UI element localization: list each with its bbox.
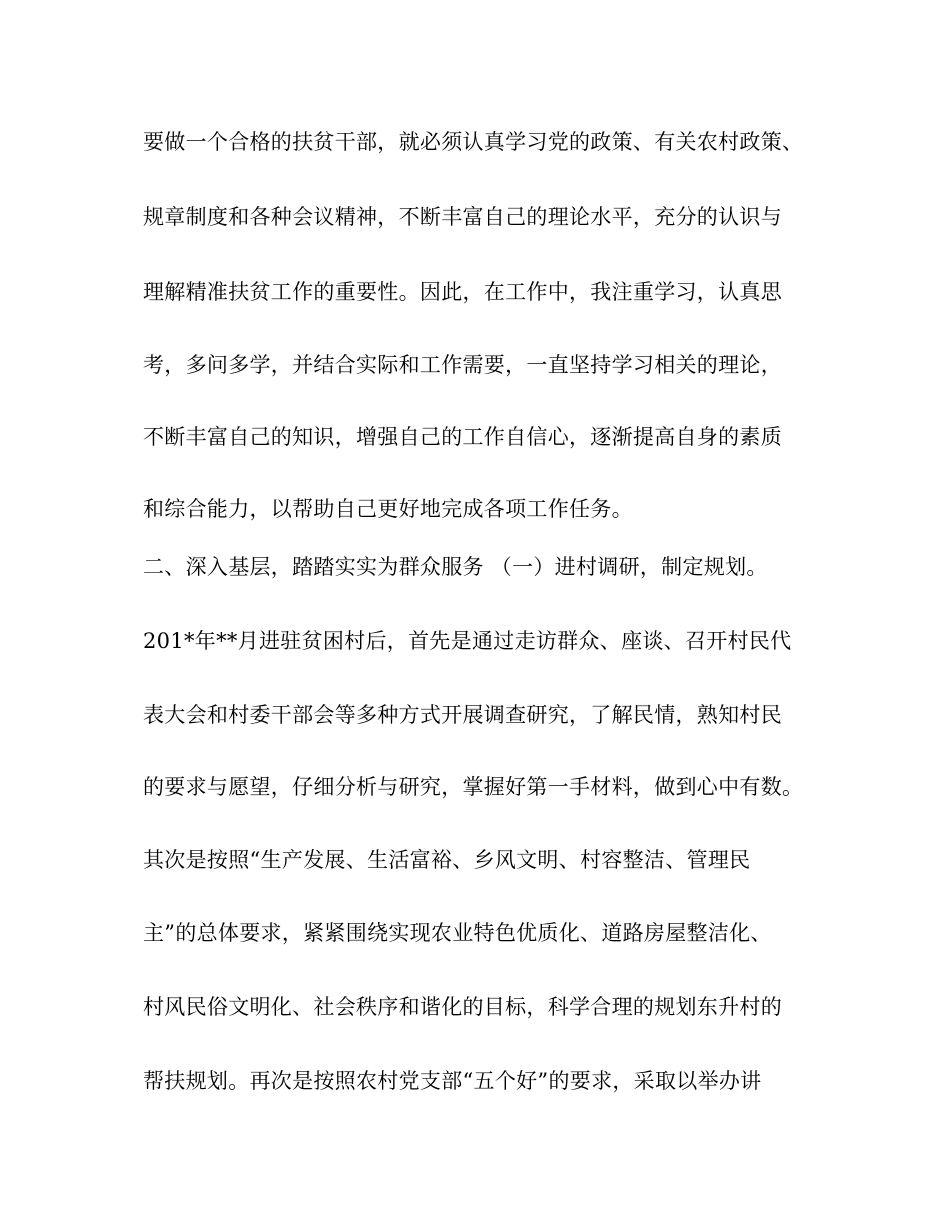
text-line: 规章制度和各种会议精神，不断丰富自己的理论水平，充分的认识与 [143,205,782,229]
text-line: 不断丰富自己的知识，增强自己的工作自信心，逐渐提高自身的素质 [143,425,782,449]
text-line: 主”的总体要求，紧紧围绕实现农业特色优质化、道路房屋整洁化、 [143,921,772,945]
text-line: 理解精准扶贫工作的重要性。因此，在工作中，我注重学习，认真思 [143,280,782,304]
text-line: 和综合能力，以帮助自己更好地完成各项工作任务。 [143,497,633,521]
text-line: 要做一个合格的扶贫干部，就必须认真学习党的政策、有关农村政策、 [143,130,804,154]
text-line: 帮扶规划。再次是按照农村党支部“五个好”的要求，采取以举办讲 [143,1069,762,1093]
text-line: 村风民俗文明化、社会秩序和谐化的目标，科学合理的规划东升村的 [143,995,782,1019]
text-line: 201*年**月进驻贫困村后，首先是通过走访群众、座谈、召开村民代 [143,629,792,653]
text-line: 考，多问多学，并结合实际和工作需要，一直坚持学习相关的理论， [143,353,782,377]
text-line: 的要求与愿望，仔细分析与研究，掌握好第一手材料，做到心中有数。 [143,775,804,799]
text-line: 表大会和村委干部会等多种方式开展调查研究，了解民情，熟知村民 [143,703,782,727]
section-heading-line: 二、深入基层，踏踏实实为群众服务 （一）进村调研，制定规划。 [143,555,768,579]
text-line: 其次是按照“生产发展、生活富裕、乡风文明、村容整洁、管理民 [143,848,751,872]
